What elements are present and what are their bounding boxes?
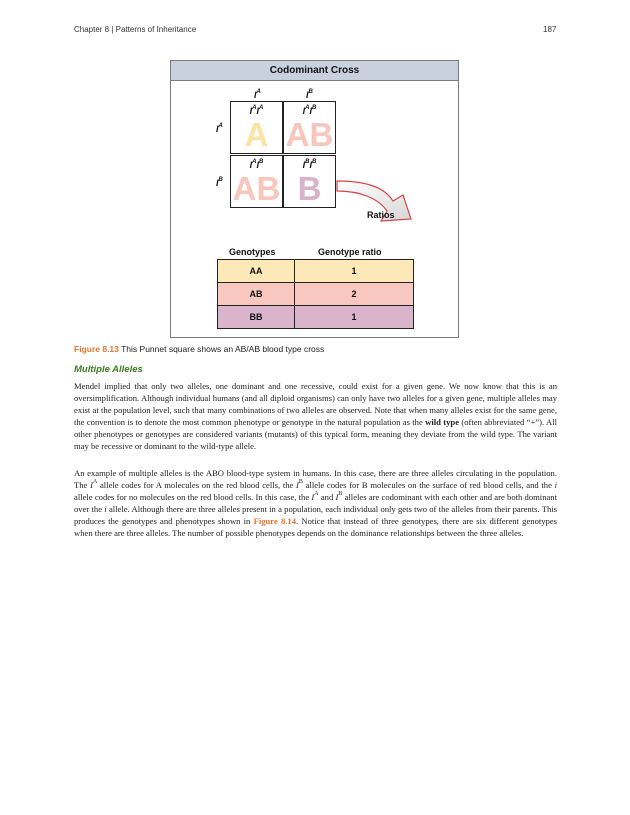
paragraph-wild-type: Mendel implied that only two alleles, one dominant and one recessive, could exist for a given gene. We now know that this is an oversimplification. Although individual humans (and all diploid organisms) can only have two alleles for a given gene, multiple alleles may exist at the population level, such that many combinations of two alleles are observed. Note that when many alleles exist for the same gene, the convention is to denote the most common phenotype or genotype in the natural population as the wild type (often abbreviated “+”). All other phenotypes or genotypes are considered variants (mutants) of this typical form, meaning they deviate from the wild type. The variant may be recessive or dominant to the wild-type allele. (74, 381, 558, 451)
row-label-IA: $I^A$ (216, 123, 223, 134)
ratios-label: Ratios (367, 210, 395, 220)
cell-genotype: $I^AI^B$ (249, 159, 264, 170)
ratio-cell: 1 (295, 260, 414, 283)
page-number: 187 (543, 25, 557, 34)
paragraph-abo: An example of multiple alleles is the ABO blood-type system in humans. In this case, there are three alleles circulating in the population. The $I^A$ allele codes for A molecules on the red blood cells, the $I^B$ allele codes for B molecules on the surface of red blood cells, and the i allele codes for no molecules on the red blood cells. In this case, the $I^A$ and $I^B$ alleles are codominant with each other and are both dominant over the i allele. Although there are three alleles present in a population, each individual only gets two of the alleles from their parents. This produces the genotypes and phenotypes shown in Figure 8.14. Notice that instead of three genotypes, there are six different genotypes when there are three alleles. The number of possible phenotypes depends on the dominance relationships between the three alleles. (74, 468, 558, 538)
punnett-cell-AA (230, 101, 283, 154)
table-header-ratio: Genotype ratio (318, 247, 382, 257)
table-header-genotypes: Genotypes (229, 247, 276, 257)
column-label-IB: $I^B$ (306, 89, 313, 100)
running-header-chapter: Chapter 8 | Patterns of Inheritance (74, 25, 197, 34)
ratios-arrow-icon (331, 179, 421, 239)
cell-phenotype: AB (232, 170, 281, 207)
punnett-grid (230, 101, 336, 208)
genotype-cell: AA (218, 260, 295, 283)
cell-phenotype: AB (285, 116, 334, 153)
cell-genotype: $I^BI^B$ (302, 159, 317, 170)
figure-caption (74, 344, 324, 354)
figure-8-14-link[interactable]: Figure 8.14 (253, 516, 297, 526)
cell-genotype: $I^AI^B$ (302, 105, 317, 116)
cell-phenotype: B (297, 170, 322, 207)
genotype-cell: AB (218, 283, 295, 306)
punnett-cell-AB-bottom (230, 155, 283, 208)
punnett-cell-BB (283, 155, 336, 208)
row-label-IB: $I^B$ (216, 177, 223, 188)
ratio-cell: 1 (295, 306, 414, 329)
table-row (218, 306, 414, 329)
table-row (218, 283, 414, 306)
caption-text: This Punnet square shows an AB/AB blood type cross (118, 344, 325, 354)
genotype-table (217, 259, 414, 329)
table-row (218, 260, 414, 283)
term-wild-type: wild type (425, 417, 460, 427)
column-label-IA: $I^A$ (254, 89, 261, 100)
figure-number: Figure 8.13 (74, 344, 119, 354)
figure-title: Codominant Cross (171, 61, 458, 81)
cell-phenotype: A (244, 116, 269, 153)
punnett-cell-AB-top (283, 101, 336, 154)
ratio-cell: 2 (295, 283, 414, 306)
punnett-square-figure (170, 60, 459, 338)
genotype-cell: BB (218, 306, 295, 329)
section-title: Multiple Alleles (74, 364, 143, 375)
cell-genotype: $I^AI^A$ (249, 105, 264, 116)
